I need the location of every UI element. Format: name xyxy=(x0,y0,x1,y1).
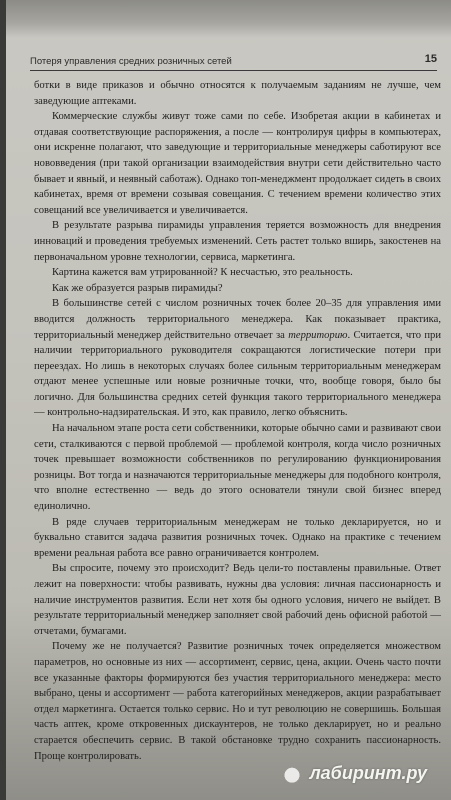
paragraph xyxy=(34,281,441,297)
body-text xyxy=(34,78,441,764)
watermark-text: лабиринт.ру xyxy=(309,762,427,783)
emphasis-text: территорию xyxy=(288,329,348,341)
paragraph xyxy=(34,561,441,639)
watermark xyxy=(279,762,427,784)
paragraph-text: В результате разрыва пирамиды управления теряется возможность для внедрения инноваций и проведения требуемых изменений. Сеть растет только вширь, закостенев на первоначальном уровне технологии, сервиса, маркетинга. xyxy=(34,220,441,263)
paragraph-text: . Считается, что при наличии территориального руководителя сокращаются логистические потери при переездах. Но лишь в некоторых случаях более сильным территориальным менеджерам отдают менее успешные или новые розничные точки, что, вообще говоря, было бы логично. Для большинства средних сетей функция такого территориального менеджера — контрольно-надзирательская. И это, как правило, легко объяснить. xyxy=(34,329,441,419)
book-page xyxy=(6,0,451,800)
paragraph xyxy=(34,78,441,109)
labyrinth-logo-icon xyxy=(279,762,305,784)
paragraph-text: В ряде случаев территориальным менеджерам не только декларируется, но и буквально ставится задача развития розничных точек. Однако на практике с течением времени реальная работа все равно ограничивается контролем. xyxy=(34,516,441,559)
paragraph xyxy=(34,265,441,281)
paragraph-text: Вы спросите, почему это происходит? Ведь цели-то поставлены правильные. Ответ лежит на поверхности: чтобы развивать, нужны два условия: личная пассионарность и наличие инструментов развития. Если нет хотя бы одного условия, ничего не выйдет. В результате территориальный менеджер заполняет свой рабочий день офисной работой — отчетами, бумагами. xyxy=(34,563,441,637)
paragraph-text: Коммерческие службы живут тоже сами по себе. Изобретая акции в кабинетах и отдавая соответствующие распоряжения, а после — контролируя цифры в компьютерах, они искренне полагают, что заведующие и территориальные менеджеры саботируют все нововведения (при такой организации взаимодействия внутри сети действительно часто бывает и явный, и неявный саботаж). Однако топ-менеджмент продолжает сидеть в своих кабинетах, время от времени созывая совещания. С течением времени количество этих совещаний все увеличивается и увеличивается. xyxy=(34,111,441,216)
paragraph-text: Почему же не получается? Развитие розничных точек определяется множеством параметров, но основные из них — ассортимент, сервис, цена, акции. Очень часто почти все указанные факторы формируются без участия территориального менеджера: место выбрано, цены и ассортимент — работа категорийных менеджеров, акции разрабатывает отдел маркетинга. Остается только сервис. Но и тут революцию не совершишь. Большая часть аптек, кроме откровенных дискаунтеров, не только декларирует, но и реально старается обеспечить сервис. В такой обстановке трудно сохранить пассионарность. Проще контролировать. xyxy=(34,641,441,762)
paragraph-text: На начальном этапе роста сети собственники, которые обычно сами и развивают свои сети, сталкиваются с первой проблемой — проблемой контроля, когда число розничных точек превышает возможности собственников по регулированию функционирования розницы. Вот тогда и назначаются территориальные менеджеры для подобного контроля, что вполне естественно — ведь до этого основатели тянули свой бизнес вперед единолично. xyxy=(34,423,441,513)
paragraph xyxy=(34,515,441,562)
paragraph xyxy=(34,218,441,265)
paragraph-text: В большинстве сетей с числом розничных точек более 20–35 для управления ими вводится должность территориального менеджера. Как показывает практика, территориальный менеджер действительно отвечает за xyxy=(34,298,441,341)
header-title: Потеря управления средних розничных сетей xyxy=(30,56,232,67)
paragraph-text: ботки в виде приказов и обычно относятся к получаемым заданиям не лучше, чем заведующие аптеками. xyxy=(34,80,441,107)
page-shadow xyxy=(6,0,451,38)
paragraph-text: Как же образуется разрыв пирамиды? xyxy=(52,282,223,294)
paragraph xyxy=(34,639,441,764)
page-number: 15 xyxy=(424,53,437,65)
running-header xyxy=(30,53,437,69)
paragraph xyxy=(34,109,441,218)
header-rule xyxy=(30,70,437,71)
paragraph xyxy=(34,421,441,515)
paragraph xyxy=(34,296,441,421)
paragraph-text: Картина кажется вам утрированной? К несчастью, это реальность. xyxy=(52,267,353,279)
